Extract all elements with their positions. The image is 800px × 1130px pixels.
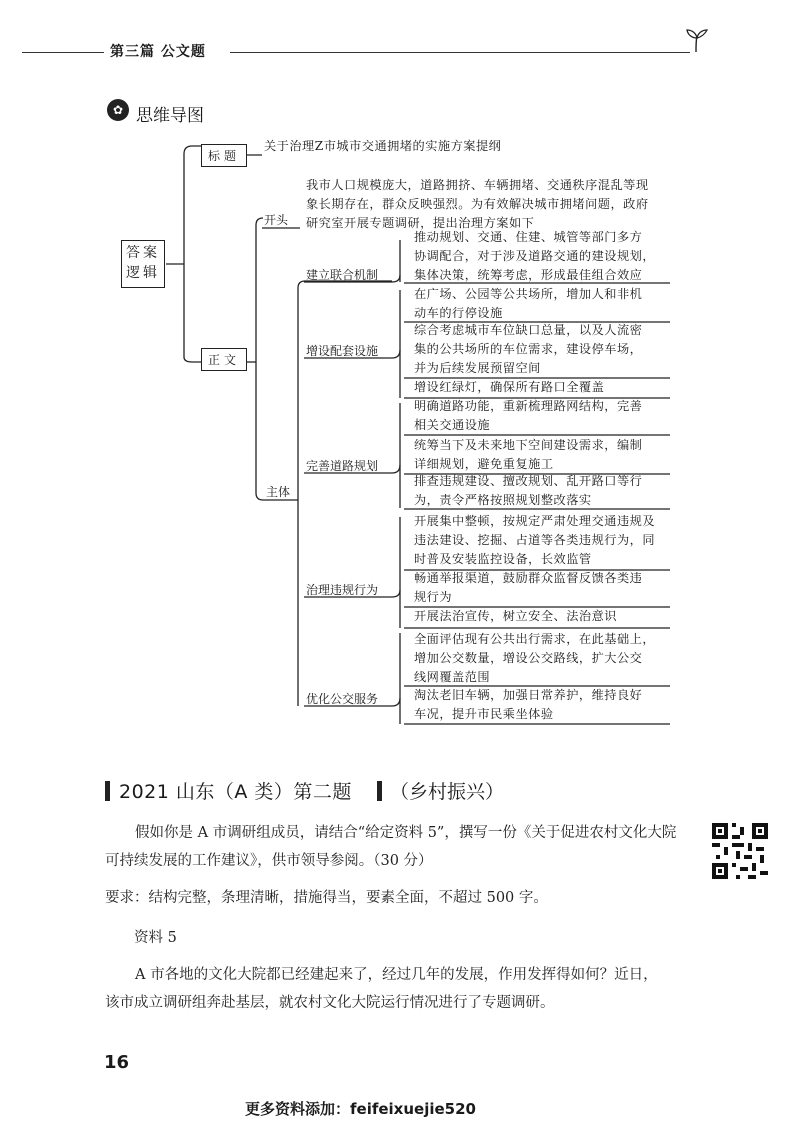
leaf-line: 在广场、公园等公共场所，增加人和非机 [414,287,643,301]
leaf-text [414,397,642,435]
leaf-line: 动车的行停设施 [414,306,503,320]
requirements-text: 要求：结构完整，条理清晰，措施得当，要素全面，不超过 500 字。 [105,890,548,906]
leaf-line: 畅通举报渠道，鼓励群众监督反馈各类违 [414,571,643,585]
leaf-line: 开展集中整顿，按规定严肃处理交通违规及 [414,514,656,528]
branch-label: 建立联合机制 [306,268,379,282]
main-label: 主体 [266,485,291,499]
prompt-line: 可持续发展的工作建议》，供市领导参阅。（30 分） [105,853,433,869]
leaf-line: 并为后续发展预留空间 [414,361,541,375]
leaf-text [414,228,655,285]
leaf-text [414,378,604,397]
leaf-line: 规行为 [414,590,453,604]
branch-label: 优化公交服务 [306,692,379,706]
mindmap-heading: 思维导图 [136,106,204,126]
question-title [119,777,352,804]
leaf-line: 为，责令严格按照规划整改落实 [414,493,592,507]
page-number: 16 [104,1052,130,1073]
leaf-line: 集的公共场所的车位需求，建设停车场， [414,342,643,356]
mindmap-root-node: 答案逻辑 [121,240,165,288]
leaf-line: 开展法治宣传，树立安全、法治意识 [414,609,617,623]
leaf-line: 集体决策，统筹考虑，形成最佳组合效应 [414,268,643,282]
title-node-text: 关于治理Z市城市交通拥堵的实施方案提纲 [264,139,502,153]
leaf-line: 增设红绿灯，确保所有路口全覆盖 [414,380,605,394]
branch-label: 完善道路规划 [306,459,379,473]
mindmap-badge-icon: ✿ [107,99,129,121]
qr-code-icon [712,823,768,879]
branch-label: 治理违规行为 [306,583,379,597]
question-tag: （乡村振兴） [390,781,505,803]
leaf-line: 全面评估现有公共出行需求，在此基础上， [414,632,656,646]
leaf-line: 相关交通设施 [414,418,491,432]
intro-text [306,176,649,233]
material-text [105,961,658,1017]
leaf-line: 淘汰老旧车辆，加强日常养护，维持良好 [414,688,643,702]
leaf-text [414,285,642,323]
leaf-line: 协调配合，对于涉及道路交通的建设规划， [414,249,656,263]
leaf-line: 详细规划，避免重复施工 [414,457,554,471]
question-title-text: 2021 山东（A 类）第二题 [119,781,352,803]
question-prompt [105,819,676,875]
leaf-line: 增加公交数量，增设公交路线，扩大公交 [414,651,643,665]
leaf-line: 排查违规建设、擅改规划、乱开路口等行 [414,474,643,488]
intro-text-line: 我市人口规模庞大，道路拥挤、车辆拥堵、交通秩序混乱等现 [306,178,649,192]
material-line: A 市各地的文化大院都已经建起来了，经过几年的发展，作用发挥得如何？近日， [135,967,658,983]
leaf-text [414,607,617,626]
body-node: 正文 [201,348,247,371]
prompt-line: 假如你是 A 市调研组成员，请结合“给定资料 5”，撰写一份《关于促进农村文化大院 [135,825,677,841]
leaf-line: 违法建设、挖掘、占道等各类违规行为，同 [414,533,656,547]
intro-text-line: 象长期存在，群众反映强烈。为有效解决城市拥堵问题，政府 [306,197,649,211]
material-label: 资料 5 [134,930,177,946]
intro-label: 开头 [264,213,289,227]
leaf-line: 综合考虑城市车位缺口总量，以及人流密 [414,323,643,337]
leaf-line: 明确道路功能，重新梳理路网结构，完善 [414,399,643,413]
leaf-text [414,630,655,687]
leaf-text [414,512,655,569]
material-line: 该市成立调研组奔赴基层，就农村文化大院运行情况进行了专题调研。 [105,995,555,1011]
section-bar-right [377,781,382,801]
section-bar-left [105,781,110,801]
leaf-line: 时普及安装监控设备，长效监管 [414,552,592,566]
leaf-line: 线网覆盖范围 [414,670,491,684]
header-section-title: 第三篇 公文题 [110,44,206,60]
leaf-line: 统筹当下及未来地下空间建设需求，编制 [414,438,643,452]
branch-label: 增设配套设施 [306,344,379,358]
leaf-text [414,436,642,474]
leaf-line: 车况，提升市民乘坐体验 [414,707,554,721]
leaf-text [414,321,642,378]
intro-text-line: 研究室开展专题调研，提出治理方案如下 [306,216,535,230]
leaf-text [414,472,642,510]
leaf-text [414,569,642,607]
footer-note: 更多资料添加：feifeixuejie520 [245,1100,476,1118]
title-node: 标题 [201,144,247,167]
leaf-text [414,686,642,724]
leaf-line: 推动规划、交通、住建、城管等部门多方 [414,230,643,244]
